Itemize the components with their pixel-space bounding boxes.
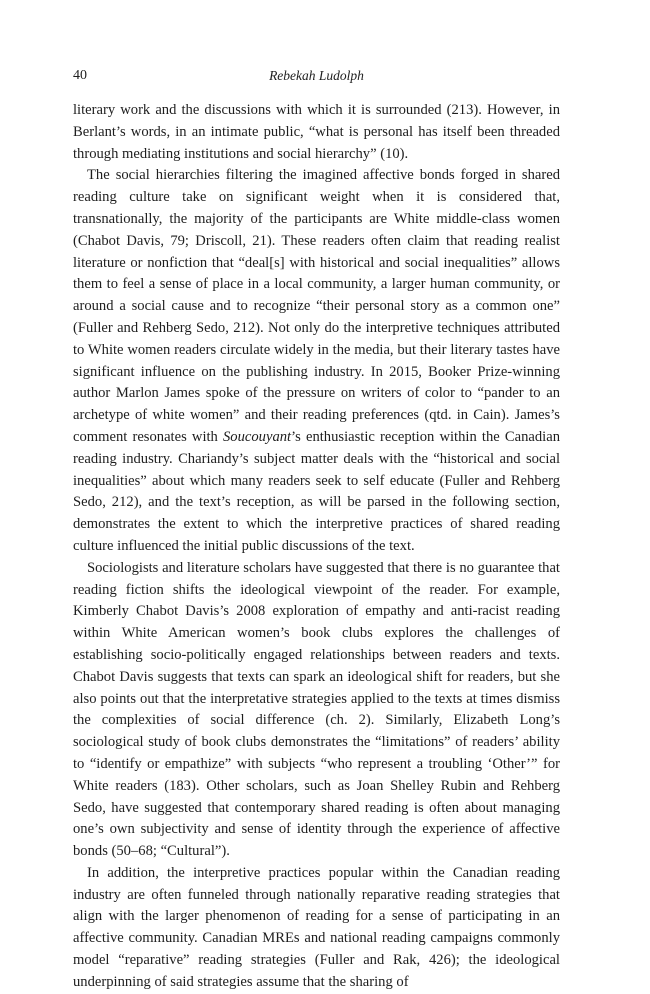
text-segment: literary work and the discussions with which it is surrounded (213). However, in Berlant’s words, in an intimate public, “what is personal has itself been threaded through mediating institutions and social hierarchy” (10).	[73, 102, 560, 162]
body-text	[73, 100, 560, 994]
text-segment: The social hierarchies filtering the imagined affective bonds forged in shared reading culture take on significant weight when it is considered that, transnationally, the majority of the participants are White middle-class women (Chabot Davis, 79; Driscoll, 21). These readers often claim that reading realist literature or nonfiction that “deal[s] with historical and social inequalities” allows them to feel a sense of place in a local community, a larger human community, or around a social cause and to recognize “their personal story as a common one” (Fuller and Rehberg Sedo, 212). Not only do the interpretive techniques attributed to White women readers circulate widely in the media, but their literary tastes have significant influence on the publishing industry. In 2015, Booker Prize-winning author Marlon James spoke of the pressure on writers of color to “pander to an archetype of white women” and their reading preferences (qtd. in Cain). James’s comment resonates with	[73, 167, 560, 445]
book-title: Soucouyant	[223, 428, 292, 445]
running-head: Rebekah Ludolph	[269, 68, 364, 83]
paragraph	[73, 100, 560, 165]
text-segment: In addition, the interpretive practices popular within the Canadian reading industry are often funneled through nationally reparative reading strategies that align with the larger phenomenon of reading for a sense of participating in an affective community. Canadian MREs and national reading campaigns commonly model “reparative” reading strategies (Fuller and Rak, 426); the ideological underpinning of said strategies assume that the sharing of	[73, 864, 560, 990]
page-header	[73, 66, 560, 86]
text-segment: Sociologists and literature scholars have suggested that there is no guarantee that reading fiction shifts the ideological viewpoint of the reader. For example, Kimberly Chabot Davis’s 2008 exploration of empathy and anti-racist reading within White American women’s book clubs explores the challenges of establishing socio-politically engaged relationships between readers and texts. Chabot Davis suggests that texts can spark an ideological shift for readers, but she also points out that the interpretative strategies applied to the texts at times dismiss the complexities of social difference (ch. 2). Similarly, Elizabeth Long’s sociological study of book clubs demonstrates the “limitations” of readers’ ability to “identify or empathize” with subjects “who represent a troubling ‘Other’” for White readers (183). Other scholars, such as Joan Shelley Rubin and Rehberg Sedo, have suggested that contemporary shared reading is often about managing one’s own subjectivity and sense of identity through the experience of affective bonds (50–68; “Cultural”).	[73, 559, 560, 860]
book-page	[73, 66, 560, 994]
text-segment: ’s enthusiastic reception within the Canadian reading industry. Chariandy’s subject matter deals with the “historical and social inequalities” about which many readers seek to self educate (Fuller and Rehberg Sedo, 212), and the text’s reception, as will be parsed in the following section, demonstrates the extent to which the interpretive practices of shared reading culture influenced the initial public discussions of the text.	[73, 428, 560, 554]
paragraph	[73, 558, 560, 863]
paragraph	[73, 165, 560, 557]
paragraph	[73, 863, 560, 994]
page-number: 40	[73, 68, 87, 83]
